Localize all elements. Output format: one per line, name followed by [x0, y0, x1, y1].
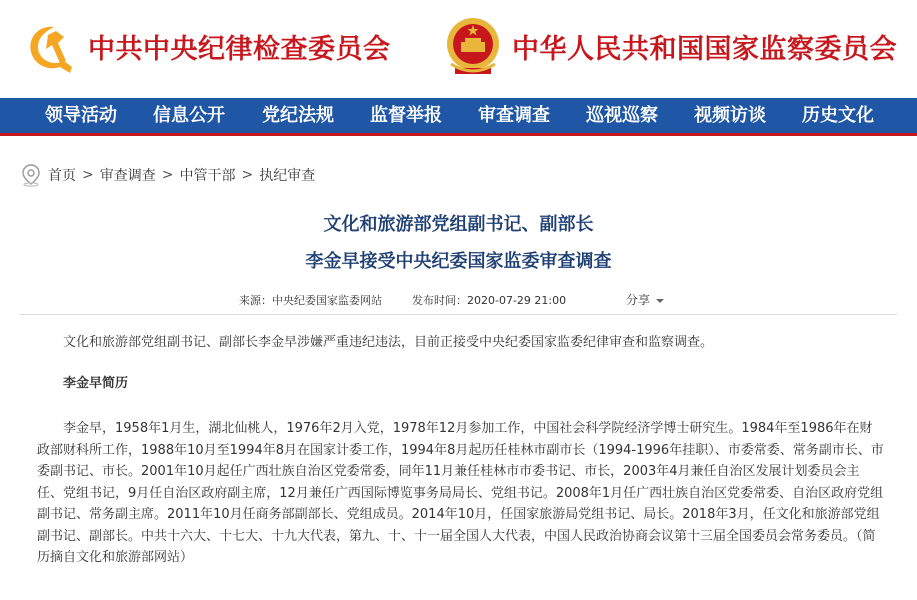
nav-item-leadership[interactable]: 领导活动 — [45, 105, 117, 126]
location-pin-icon — [20, 163, 42, 187]
bio-heading: 李金早简历 — [63, 376, 129, 391]
party-emblem-icon — [22, 21, 76, 75]
site-header — [0, 0, 917, 98]
chevron-down-icon — [656, 299, 664, 303]
breadcrumb-investigation[interactable]: 审查调查 — [99, 168, 156, 184]
article-publish-time: 发布时间：2020-07-29 21:00 — [412, 294, 567, 307]
nav-item-report[interactable]: 监督举报 — [370, 105, 442, 126]
share-button[interactable] — [626, 291, 664, 308]
nav-item-history[interactable]: 历史文化 — [802, 105, 874, 126]
site-name-ccdi[interactable]: 中共中央纪律检查委员会 — [88, 34, 391, 65]
nav-item-regulations[interactable]: 党纪法规 — [262, 105, 334, 126]
nav-item-inspection[interactable]: 巡视巡察 — [586, 105, 658, 126]
breadcrumb — [20, 162, 315, 188]
nav-item-investigation[interactable]: 审查调查 — [478, 105, 550, 126]
article-title-line-2: 李金早接受中央纪委国家监委审查调查 — [305, 251, 612, 272]
nav-item-video[interactable]: 视频访谈 — [694, 105, 766, 126]
breadcrumb-separator: > — [161, 167, 174, 183]
breadcrumb-central-cadres[interactable]: 中管干部 — [179, 168, 236, 184]
nav-item-info-disclosure[interactable]: 信息公开 — [153, 105, 225, 126]
article-source: 来源：中央纪委国家监委网站 — [239, 294, 382, 307]
breadcrumb-home[interactable]: 首页 — [48, 168, 76, 184]
article-lead: 文化和旅游部党组副书记、副部长李金早涉嫌严重违纪违法，目前正接受中央纪委国家监委纪律审查和监察调查。 — [63, 335, 714, 350]
share-label: 分享 — [626, 293, 651, 307]
divider — [20, 314, 897, 315]
site-name-nsc[interactable]: 中华人民共和国国家监察委员会 — [512, 34, 897, 65]
bio-paragraph: 李金早，1958年1月生，湖北仙桃人，1976年2月入党，1978年12月参加工作，中国社会科学院经济学博士研究生。1984年至1986年在财政部财科所工作，1988年10月至1994年8月在国家计委工作，1994年8月起历任桂林市副市长（1994-1996年挂职）、市委常委、常务副市长、市委副书记、市长。2001年10月起任广西壮族自治区党委常委，同年11月兼任桂林市市委书记、市长，2003年4月兼任自治区发展计划委员会主任、党组书记，9月任自治区政府副主席，12月兼任广西国际博览事务局局长、党组书记。2008年1月任广西壮族自治区党委常委、自治区政府党组副书记、常务副主席。2011年10月任商务部副部长、党组成员。2014年10月，任国家旅游局党组书记、局长。2018年3月，任文化和旅游部党组副书记、副部长。中共十六大、十七大、十九大代表，第九、十、十一届全国人大代表，中国人民政治协商会议第十三届全国委员会常务委员。（简历摘自文化和旅游部网站） — [37, 421, 884, 565]
article-title-line-1: 文化和旅游部党组副书记、副部长 — [323, 214, 594, 235]
main-nav — [0, 98, 917, 136]
breadcrumb-separator: > — [82, 167, 94, 183]
national-emblem-icon — [445, 16, 501, 78]
breadcrumb-separator: > — [241, 167, 254, 183]
breadcrumb-discipline-review[interactable]: 执纪审查 — [259, 168, 316, 184]
